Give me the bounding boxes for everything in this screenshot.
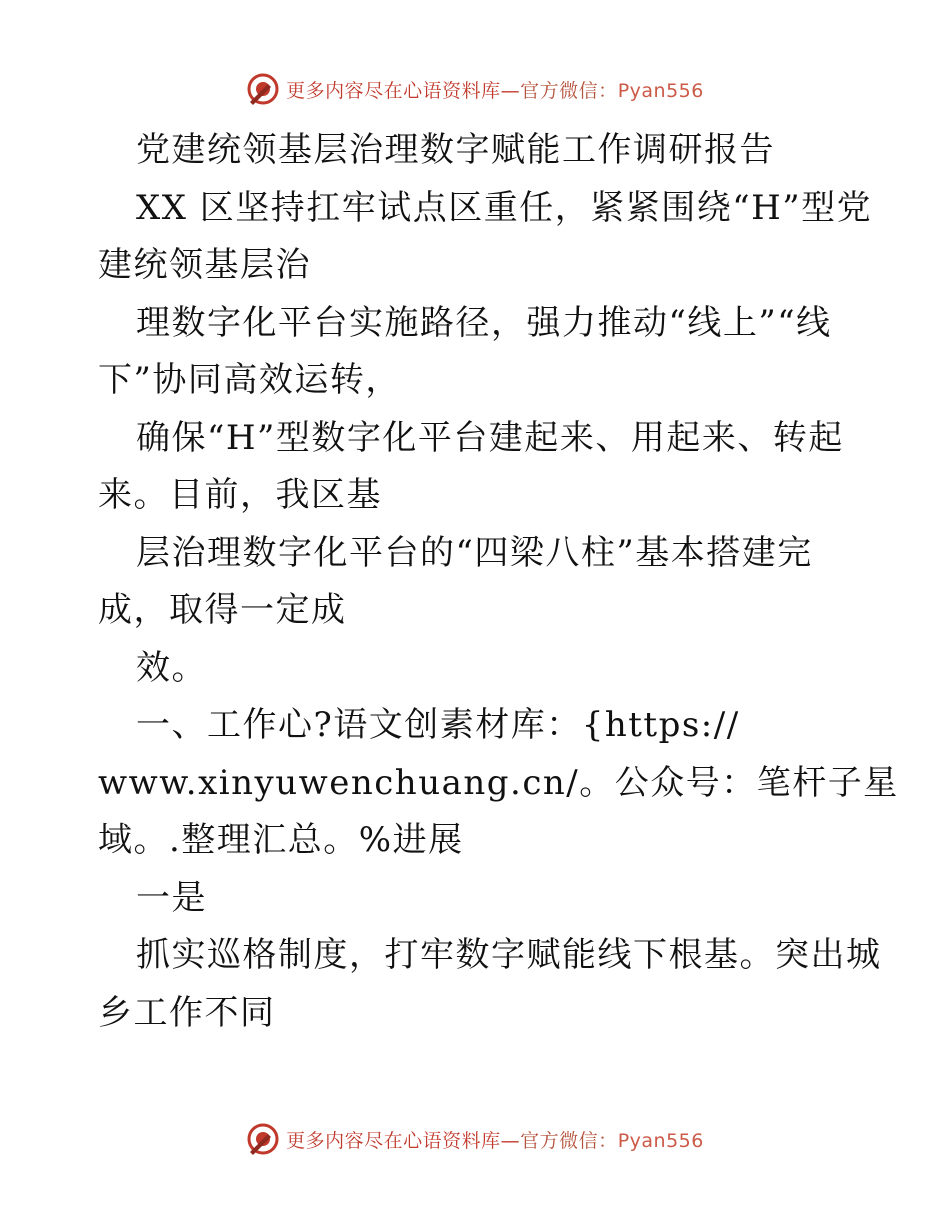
section-heading: 一、工作心?语文创素材库：{https:// <box>136 705 740 745</box>
paragraph-line: 理数字化平台实施路径，强力推动“线上”“线 <box>136 302 832 343</box>
footer-banner-text <box>286 1126 704 1153</box>
paragraph-line: 来。目前，我区基 <box>98 475 382 515</box>
paragraph-line: 下”协同高效运转， <box>98 360 401 400</box>
paragraph-line: 域。.整理汇总。%进展 <box>98 820 464 860</box>
paragraph-line: 层治理数字化平台的“四梁八柱”基本搭建完 <box>136 532 813 573</box>
paragraph-line: XX 区坚持扛牢试点区重任，紧紧围绕“H”型党 <box>136 187 873 228</box>
banner-separator: — <box>500 79 521 102</box>
paragraph-line: 建统领基层治 <box>98 245 311 285</box>
banner-wechat-id: Pyan556 <box>617 79 704 102</box>
banner-wechat-id: Pyan556 <box>617 1129 704 1152</box>
document-body <box>98 122 899 1042</box>
paragraph-line: 成，取得一定成 <box>98 590 347 630</box>
pen-circle-logo-icon <box>246 1122 280 1156</box>
pen-circle-logo-icon <box>246 72 280 106</box>
paragraph-line: 确保“H”型数字化平台建起来、用起来、转起 <box>136 417 844 458</box>
banner-title: 更多内容尽在心语资料库 <box>286 79 501 102</box>
sub-heading: 一是 <box>136 877 207 918</box>
page-header-banner <box>0 72 950 106</box>
document-title: 党建统领基层治理数字赋能工作调研报告 <box>136 130 775 170</box>
paragraph-line: 抓实巡格制度，打牢数字赋能线下根基。突出城 <box>136 935 882 975</box>
banner-title: 更多内容尽在心语资料库 <box>286 1129 501 1152</box>
paragraph-line: www.xinyuwenchuang.cn/。公众号：笔杆子星 <box>98 762 899 803</box>
page-footer-banner <box>0 1122 950 1156</box>
banner-wechat-label: 官方微信： <box>520 79 618 102</box>
banner-separator: — <box>500 1129 521 1152</box>
paragraph-line: 效。 <box>136 647 207 688</box>
banner-wechat-label: 官方微信： <box>520 1129 618 1152</box>
header-banner-text <box>286 76 704 103</box>
paragraph-line: 乡工作不同 <box>98 992 276 1033</box>
